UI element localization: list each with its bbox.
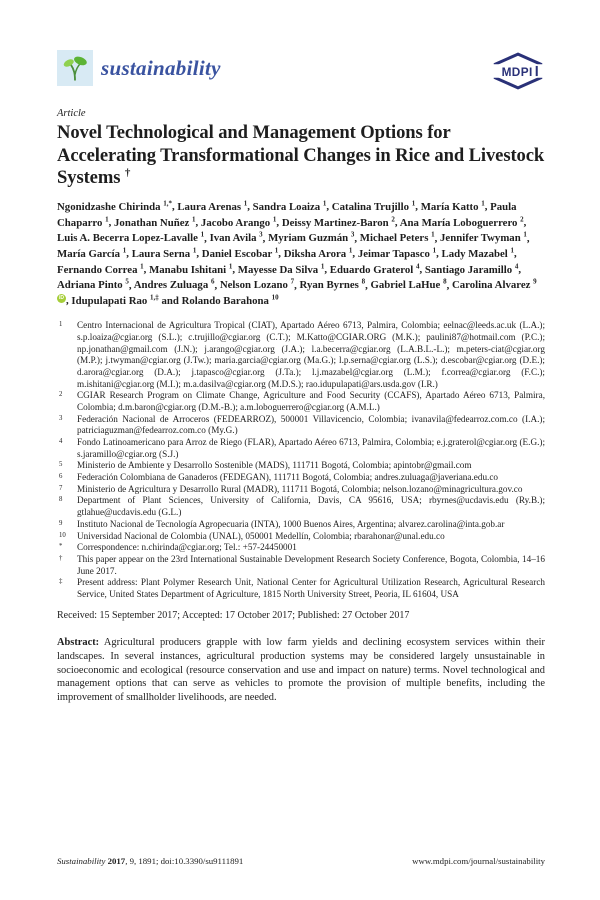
mdpi-logo — [491, 52, 545, 95]
affiliation-item — [57, 437, 545, 460]
masthead — [57, 50, 545, 94]
affiliation-marker: ‡ — [59, 578, 63, 586]
author-name: Jacobo Arango $^1$ — [200, 214, 277, 229]
seedling-icon — [57, 50, 93, 86]
affiliation-text: Department of Plant Sciences, University of California, Davis, CA 95616, USA; rbyrnes@ucdavis.edu (Ry.B.); gtlahue@ucdavis.edu (G.L.) — [77, 495, 545, 518]
author-name: Gabriel LaHue $^8$ — [370, 277, 447, 292]
citation-year: 2017 — [107, 856, 126, 866]
author-name: Paula Chaparro $^1$ — [57, 200, 517, 229]
affiliation-marker: † — [59, 554, 63, 562]
author-name: María García $^1$ — [57, 246, 127, 260]
author-name: and Rolando Barahona $^{10}$ — [161, 293, 279, 308]
dates-line: Received: 15 September 2017; Accepted: 17 October 2017; Published: 27 October 2017 — [57, 609, 410, 621]
affiliation-marker: 9 — [59, 519, 63, 527]
author-name: Ivan Avila $^3$ — [209, 230, 263, 245]
affiliation-text: Fondo Latinoamericano para Arroz de Riego (FLAR), Apartado Aéreo 6713, Palmira, Colombia; e.j.graterol@cgiar.org (E.G.); s.jaramillo@cgiar.org (S.J.) — [77, 437, 545, 459]
author-name: Laura Arenas $^1$ — [177, 199, 248, 213]
citation-rest: , 9, 1891; doi:10.3390/su9111891 — [125, 856, 244, 866]
author-name: Manabu Ishitani $^1$ — [149, 262, 233, 276]
affiliation-item — [57, 414, 545, 437]
article-title-text: Novel Technological and Management Options for Accelerating Transformational Changes in Rice and Livestock Systems — [57, 122, 545, 189]
author-name: Ngonidzashe Chirinda $^{1,*}$ — [57, 199, 172, 213]
author-name: Carolina Alvarez $^9$ iD — [59, 277, 537, 302]
author-name: María Katto $^1$ — [420, 199, 485, 213]
author-name: Fernando Correa $^1$ — [57, 262, 144, 276]
sustainability-logo — [57, 50, 221, 86]
affiliation-marker: 3 — [59, 414, 63, 422]
author-name: Jeimar Tapasco $^1$ — [357, 246, 437, 260]
author-name: Daniel Escobar $^1$ — [201, 246, 279, 260]
affiliation-text: Instituto Nacional de Tecnología Agropecuaria (INTA), 1000 Buenos Aires, Argentina; alvarez.carolina@inta.gob.ar — [77, 518, 505, 529]
journal-url-link[interactable]: www.mdpi.com/journal/sustainability — [412, 856, 545, 866]
affiliation-item — [57, 484, 545, 496]
affiliation-item — [57, 531, 545, 543]
orcid-icon[interactable]: iD — [59, 295, 64, 302]
author-name: Deissy Martinez-Baron $^2$ — [281, 214, 395, 229]
affiliation-item — [57, 577, 545, 600]
affiliation-text: Ministerio de Ambiente y Desarrollo Sostenible (MADS), 111711 Bogotá, Colombia; apintobr@gmail.com — [77, 460, 472, 471]
affiliation-item — [57, 495, 545, 518]
affiliation-item — [57, 320, 545, 390]
affiliation-marker: 2 — [59, 391, 63, 399]
author-name: Adriana Pinto $^5$ — [57, 277, 129, 292]
author-name: Myriam Guzmán $^3$ — [268, 230, 355, 245]
affiliation-text: Federación Nacional de Arroceros (FEDEARROZ), 500001 Villavicencio, Colombia; ivanavila@fedearroz.com.co (I.A.); patriciaguzman@fedearroz.com.co (My.G.) — [77, 413, 545, 436]
author-name: Jennifer Twyman $^1$ — [440, 230, 527, 245]
affiliation-text: This paper appear on the 23rd International Sustainable Development Research Society Conference, Bogota, Colombia, 14–16 June 2017. — [77, 553, 545, 576]
affiliation-marker: 8 — [59, 496, 63, 504]
citation-journal: Sustainability — [57, 856, 106, 866]
affiliation-text: Correspondence: n.chirinda@cgiar.org; Tel.: +57-24450001 — [77, 542, 297, 553]
affiliation-list — [57, 320, 545, 601]
affiliation-item — [57, 519, 545, 531]
article-type-label: Article — [57, 108, 86, 119]
affiliation-text: Ministerio de Agricultura y Desarrollo Rural (MADR), 111711 Bogotá, Colombia; nelson.lozano@minagricultura.gov.co — [77, 483, 523, 494]
affiliation-marker: 5 — [59, 461, 63, 469]
affiliation-marker: 4 — [59, 438, 63, 445]
abstract-text: Agricultural producers grapple with low farm yields and declining ecosystem services within their landscapes. In several instances, agricultural production systems may be considered largely unsustainable in socioeconomic and ecological (resource conservation and use and impact on nature) terms. Novel technological and management options that can serve as vehicles to promote the provision of multiple benefits, including the improvement of smallholder livelihoods, are needed. — [57, 636, 545, 704]
author-name: Ryan Byrnes $^8$ — [299, 277, 366, 292]
author-name: Jonathan Nuñez $^1$ — [114, 214, 196, 229]
affiliation-text: Centro Internacional de Agricultura Tropical (CIAT), Apartado Aéreo 6713, Palmira, Colombia; eelnac@leeds.ac.uk (L.A.); s.p.loaiza@cgiar.org (S.L.); c.trujillo@cgiar.org (C.T.); M.Katto@CGIAR.ORG (M.K.); paulini87@hotmail.com (P.C.); np.jonathan@gmail.com (J.N.); j.arango@cgiar.org (J.A.); l.a.becerra@cgiar.org (L.A.B.L.-L.); m.peters-ciat@cgiar.org (M.P.); j.twyman@cgiar.org (J.Tw.); maria.garcia@cgiar.org (Ma.G.); l.p.serna@cgiar.org (L.S.); d.escobar@cgiar.org (D.E.); d.arora@cgiar.org (D.A.); j.tapasco@cgiar.org (J.Ta.); l.j.mazabel@cgiar.org (L.M.); f.correa@cgiar.org (F.C.); m.ishitani@cgiar.org (M.I.); m.a.dasilva@cgiar.org (M.D.S.); rao.idupulapati@ars.usda.gov (I.R.) — [77, 320, 545, 389]
author-name: Idupulapati Rao $^{1,\ddagger}$ — [71, 293, 159, 308]
affiliation-marker: * — [59, 543, 63, 551]
author-name: Nelson Lozano $^7$ — [219, 277, 295, 292]
author-name: Santiago Jaramillo $^4$ — [424, 262, 519, 276]
article-title — [57, 122, 545, 190]
abstract-label: Abstract: — [57, 636, 100, 648]
author-name: Mayesse Da Silva $^1$ — [237, 262, 325, 276]
author-name: Michael Peters $^1$ — [359, 230, 435, 245]
affiliation-marker: 6 — [59, 473, 63, 481]
affiliation-item — [57, 460, 545, 472]
author-name: Lady Mazabel $^1$ — [441, 246, 514, 260]
author-name: Eduardo Graterol $^4$ — [329, 262, 420, 276]
author-name: Diksha Arora $^1$ — [283, 246, 353, 260]
abstract — [57, 636, 545, 706]
affiliation-marker: 7 — [59, 484, 63, 492]
svg-text:MDPI: MDPI — [501, 65, 533, 80]
author-name: Luis A. Becerra Lopez-Lavalle $^1$ — [57, 230, 205, 245]
affiliation-item — [57, 390, 545, 413]
affiliation-text: CGIAR Research Program on Climate Change, Agriculture and Food Security (CCAFS), Apartado Aéreo 6713, Palmira, Colombia; d.m.baron@cgiar.org (D.M.-B.); a.m.loboguerrero@cgiar.org (A.M.L.) — [77, 390, 545, 412]
citation-line — [57, 856, 243, 866]
affiliation-item — [57, 542, 545, 554]
journal-name: sustainability — [101, 55, 221, 80]
affiliation-marker: 1 — [59, 321, 63, 329]
author-name: Laura Serna $^1$ — [131, 246, 197, 260]
author-name: Catalina Trujillo $^1$ — [331, 199, 416, 213]
affiliation-item — [57, 554, 545, 577]
author-list: Ngonidzashe Chirinda $^{1,*}$, Laura Arenas $^1$, Sandra Loaiza $^1$, Catalina Trujillo $^1$, María Katto $^1$, Paula Chaparro $^1$, Jonathan Nuñez $^1$, Jacobo Arango $^1$, Deissy Martinez-Baron $^2$, Ana María Loboguerrero $^2$, Luis A. Becerra Lopez-Lavalle $^1$, Ivan Avila $^3$, Myriam Guzmán $^3$, Michael Peters $^1$, Jennifer Twyman $^1$, María García $^1$, Laura Serna $^1$, Daniel Escobar $^1$, Diksha Arora $^1$, Jeimar Tapasco $^1$, Lady Mazabel $^1$, Fernando Correa $^1$, Manabu Ishitani $^1$, Mayesse Da Silva $^1$, Eduardo Graterol $^4$, Santiago Jaramillo $^4$, Adriana Pinto $^5$, Andres Zuluaga $^6$, Nelson Lozano $^7$, Ryan Byrnes $^8$, Gabriel LaHue $^8$, Carolina Alvarez $^9$ iD , Idupulapati Rao $^{1,\ddagger}$ and Rolando Barahona $^{10}$ — [57, 199, 537, 308]
affiliation-text: Universidad Nacional de Colombia (UNAL), 050001 Medellín, Colombia; rbarahonar@unal.edu.co — [77, 530, 445, 541]
title-dagger-mark: † — [124, 167, 131, 180]
affiliation-marker: 10 — [59, 531, 66, 539]
page-footer — [57, 856, 545, 866]
author-name: Andres Zuluaga $^6$ — [133, 277, 215, 292]
affiliation-text: Present address: Plant Polymer Research Unit, National Center for Agricultural Utilization Research, Agricultural Research Service, United States Department of Agriculture, 1815 North University Street, Peoria, IL 61604, USA — [77, 577, 545, 599]
author-name: Ana María Loboguerrero $^2$ — [399, 214, 524, 229]
affiliation-item — [57, 472, 545, 484]
author-name: Sandra Loaiza $^1$ — [252, 199, 327, 213]
affiliation-text: Federación Colombiana de Ganaderos (FEDEGAN), 111711 Bogotá, Colombia; andres.zuluaga@javeriana.edu.co — [77, 472, 499, 483]
